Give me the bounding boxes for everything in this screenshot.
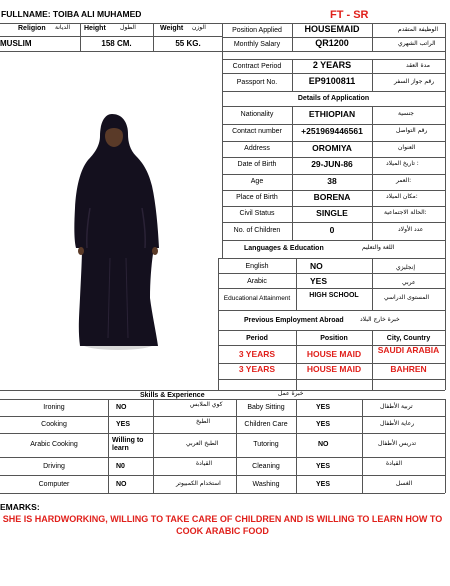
- detail-value: 29-JUN-86: [311, 159, 353, 169]
- detail-label-ar: عدد الأولاد: [398, 226, 424, 233]
- skill-value: N0: [116, 463, 125, 470]
- details-title: Details of Application: [297, 95, 370, 102]
- passport-label-ar: رقم جواز السفر: [394, 78, 435, 85]
- detail-label: Civil Status: [239, 210, 275, 217]
- skill-value: YES: [116, 421, 131, 428]
- detail-label-ar: تاريخ الميلاد :: [386, 160, 419, 167]
- skill-value: YES: [316, 463, 331, 470]
- skill-label: Ironing: [43, 404, 65, 411]
- salary-value: QR1200: [315, 38, 349, 48]
- employment-title: Previous Employment Abroad: [244, 317, 344, 324]
- skill-label-ar: استخدام الكمبيوتر: [176, 480, 221, 487]
- education-value: HIGH SCHOOL: [309, 292, 359, 299]
- skill-label: Cleaning: [252, 463, 280, 470]
- skills-title-ar: خبرة عمل: [278, 390, 304, 397]
- detail-value: OROMIYA: [312, 143, 352, 153]
- employment-country: SAUDI ARABIA: [377, 345, 440, 355]
- passport-value: EP9100811: [308, 76, 356, 86]
- remarks-text: SHE IS HARDWORKING, WILLING TO TAKE CARE OF CHILDREN AND IS WILLING TO LEARN HOW TO COOK ARABIC FOOD: [2, 514, 443, 536]
- detail-value: 38: [327, 176, 337, 186]
- employment-period: 3 YEARS: [238, 349, 276, 359]
- language-value: NO: [310, 261, 323, 271]
- skill-label-ar: كوي الملابس: [190, 401, 223, 408]
- skill-value: YES: [316, 481, 331, 488]
- employment-title-ar: خبرة خارج البلاد: [360, 316, 400, 323]
- skill-label: Washing: [252, 481, 280, 488]
- salary-label-ar: الراتب الشهري: [398, 40, 436, 47]
- detail-label-ar: العنوان: [398, 144, 416, 151]
- weight-value: 55 KG.: [175, 39, 201, 48]
- employment-col-period: Period: [246, 335, 268, 342]
- language-label-ar: إنجليزي: [396, 264, 416, 271]
- contract-period-label: Contract Period: [232, 63, 282, 70]
- detail-label: Address: [244, 145, 270, 152]
- passport-label: Passport No.: [236, 79, 278, 86]
- detail-label-ar: مكان الميلاد:: [386, 193, 418, 200]
- fullname-heading: FULLNAME: TOIBA ALI MUHAMED: [1, 9, 142, 19]
- detail-value: SINGLE: [316, 208, 348, 218]
- position-label-ar: الوظيفة المتقدم: [398, 26, 439, 33]
- skill-value: Willing to learn: [112, 437, 144, 452]
- language-label: English: [245, 263, 269, 270]
- applicant-photo: [60, 108, 172, 354]
- detail-value: 0: [329, 225, 335, 235]
- skill-label: Baby Sitting: [247, 404, 285, 411]
- skills-title: Skills & Experience: [140, 392, 205, 399]
- employment-col-country: City, Country: [386, 335, 431, 342]
- languages-title-ar: اللغة والتعليم: [362, 244, 395, 251]
- detail-label: Nationality: [240, 111, 274, 118]
- detail-label-ar: جنسية: [398, 110, 414, 117]
- detail-label-ar: الحالة الاجتماعية:: [384, 209, 427, 216]
- skill-label-ar: رعاية الأطفال: [380, 420, 415, 427]
- skill-label-ar: الطبخ العربي: [186, 440, 219, 447]
- skill-label-ar: تدريس الأطفال: [378, 440, 417, 447]
- detail-label: Place of Birth: [236, 194, 278, 201]
- languages-title: Languages & Education: [244, 245, 324, 252]
- skill-label-ar: تربية الأطفال: [380, 403, 413, 410]
- salary-label: Monthly Salary: [233, 41, 281, 48]
- religion-label: Religion: [18, 25, 46, 32]
- position-value: HOUSEMAID: [304, 24, 360, 34]
- detail-label: Date of Birth: [237, 161, 277, 168]
- skill-value: NO: [318, 441, 329, 448]
- detail-label-ar: العمر:: [396, 177, 412, 184]
- weight-label: Weight: [160, 25, 184, 32]
- language-value: YES: [310, 276, 328, 286]
- height-value: 158 CM.: [101, 39, 132, 48]
- language-label-ar: عربي: [402, 279, 416, 286]
- skill-label-ar: القيادة: [386, 460, 402, 467]
- reference-code: FT - SR: [330, 9, 369, 21]
- employment-country: BAHREN: [390, 364, 427, 374]
- religion-label-ar: الديانة: [55, 24, 71, 31]
- education-label: Educational Attainment: [223, 295, 291, 302]
- skill-value: NO: [116, 404, 127, 411]
- detail-value: BORENA: [313, 192, 351, 202]
- skill-value: NO: [116, 481, 127, 488]
- employment-position: HOUSE MAID: [306, 364, 362, 374]
- remarks-label: EMARKS:: [0, 502, 40, 512]
- education-label-ar: المستوى الدراسي: [384, 294, 430, 301]
- employment-position: HOUSE MAID: [306, 349, 362, 359]
- contract-period-value: 2 YEARS: [312, 60, 352, 70]
- detail-label: No. of Children: [233, 227, 281, 234]
- skill-label-ar: القيادة: [196, 460, 212, 467]
- contract-period-label-ar: مدة العقد: [406, 62, 430, 69]
- height-label: Height: [84, 25, 106, 32]
- religion-value: MUSLIM: [0, 39, 32, 48]
- detail-label-ar: رقم التواصل: [396, 127, 428, 134]
- skill-value: YES: [316, 404, 331, 411]
- skill-label: Tutoring: [253, 441, 279, 448]
- skill-value: YES: [316, 421, 331, 428]
- skill-label: Arabic Cooking: [30, 441, 78, 448]
- detail-label: Contact number: [232, 128, 282, 135]
- detail-value: +251969446561: [301, 126, 363, 136]
- position-label: Position Applied: [232, 27, 282, 34]
- detail-label: Age: [250, 178, 264, 185]
- height-label-ar: الطول: [120, 24, 136, 31]
- employment-col-position: Position: [320, 335, 348, 342]
- skill-label-ar: الغسل: [396, 480, 413, 487]
- skill-label: Driving: [43, 463, 65, 470]
- employment-period: 3 YEARS: [238, 364, 276, 374]
- weight-label-ar: الوزن: [192, 24, 206, 31]
- skill-label: Computer: [38, 481, 70, 488]
- skill-label: Children Care: [244, 421, 288, 428]
- skill-label-ar: الطبخ: [196, 418, 211, 425]
- language-label: Arabic: [247, 278, 267, 285]
- detail-value: ETHIOPIAN: [308, 109, 356, 119]
- skill-label: Cooking: [41, 421, 67, 428]
